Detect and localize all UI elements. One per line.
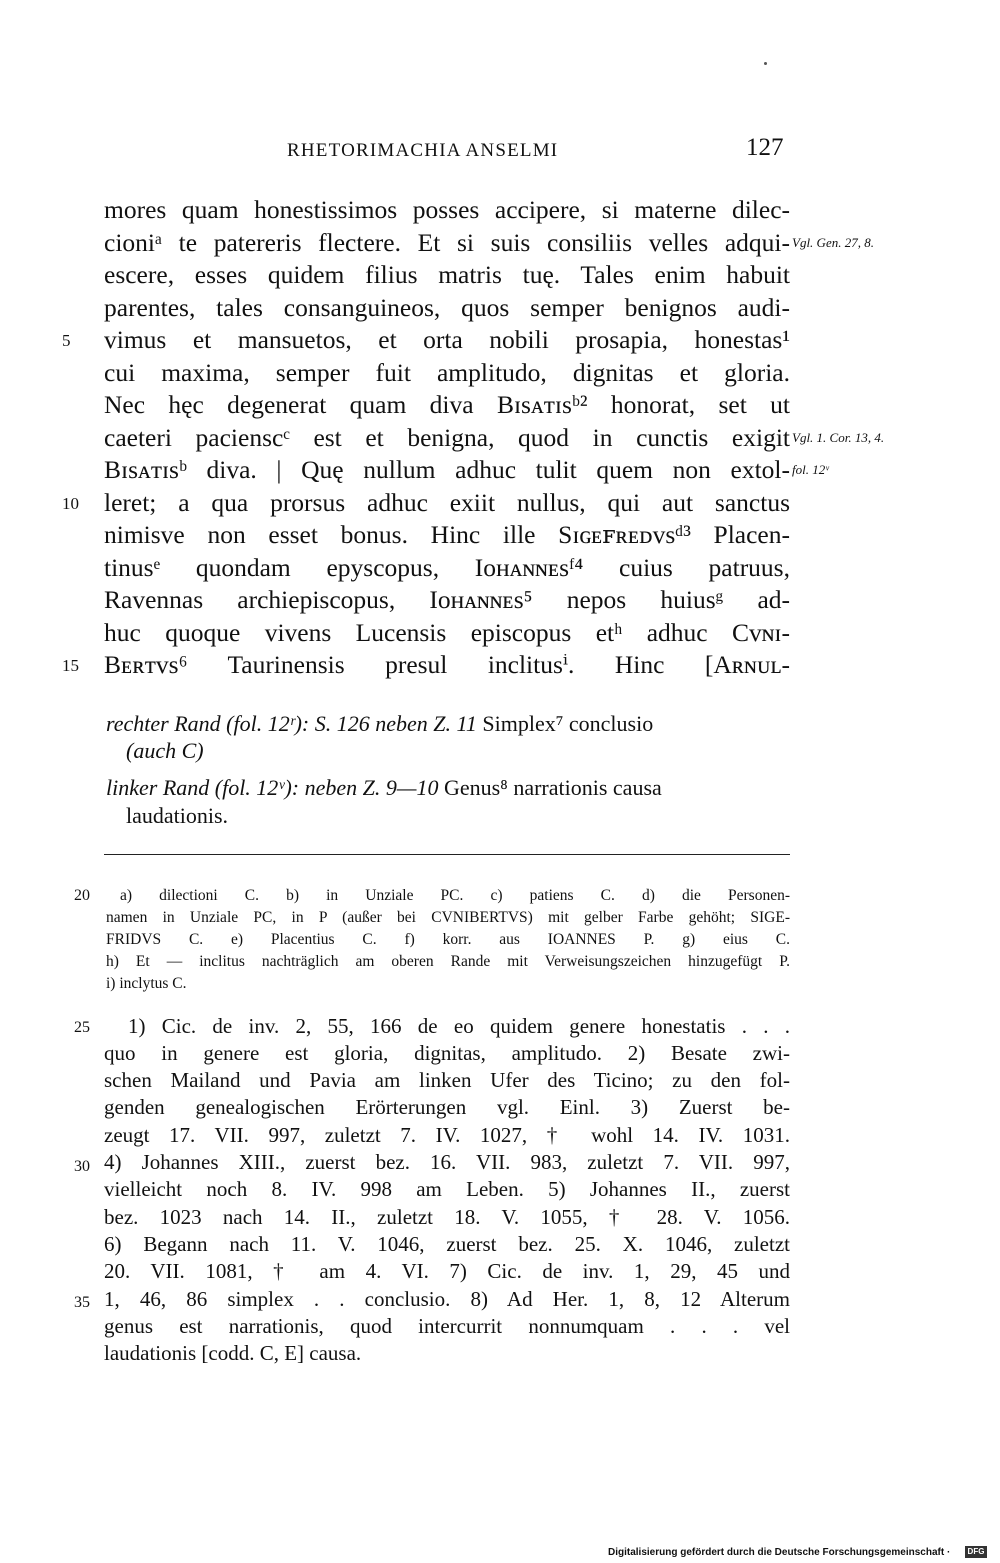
text-line: cioniᵃ te patereris flectere. Et si suis consiliis velles adqui- <box>104 228 790 257</box>
footnote-line: zeugt 17. VII. 997, zuletzt 7. IV. 1027, † wohl 14. IV. 1031. <box>104 1123 790 1147</box>
text-line: nimisve non esset bonus. Hinc ille Sɪɢᴇꜰʀᴇᴅᴠsᵈ³ Placen- <box>104 520 790 549</box>
text-line: huc quoque vivens Lucensis episcopus etʰ adhuc Cᴠɴɪ- <box>104 618 790 647</box>
footnote-line: laudationis [codd. C, E] causa. <box>104 1341 362 1365</box>
folio-reference: fol. 12ᵛ <box>792 462 829 477</box>
text-line: vimus et mansuetos, et orta nobili prosapia, honestas¹ <box>104 325 790 354</box>
line-number: 5 <box>62 331 71 350</box>
footnote-line: genden genealogischen Erörterungen vgl. Einl. 3) Zuerst be- <box>104 1095 790 1119</box>
apparatus-line: h) Et — inclitus nachträglich am oberen Rande mit Verweisungszeichen hinzugefügt P. <box>106 953 790 970</box>
text-line: tinusᵉ quondam epyscopus, Iᴏʜᴀɴɴᴇsᶠ⁴ cuius patruus, <box>104 553 790 582</box>
running-header-title: RHETORIMACHIA ANSELMI <box>287 140 559 161</box>
footnote-line: genus est narrationis, quod intercurrit nonnumquam . . . vel <box>104 1314 790 1338</box>
text-line: parentes, tales consanguineos, quos semper benignos audi- <box>104 293 790 322</box>
page-number: 127 <box>746 134 784 161</box>
margin-note: linker Rand (fol. 12ᵛ): neben Z. 9—10 Genus⁸ narrationis causa <box>106 775 662 800</box>
footnote-line: schen Mailand und Pavia am linken Ufer des Ticino; zu den fol- <box>104 1068 790 1092</box>
footnote-line: 4) Johannes XIII., zuerst bez. 16. VII. 983, zuletzt 7. VII. 997, <box>104 1150 790 1174</box>
text-line: Bɪsᴀᴛɪsᵇ diva. | Quę nullum adhuc tulit quem non extol- <box>104 455 790 484</box>
text-line: escere, esses quidem filius matris tuę. Tales enim habuit <box>104 260 790 289</box>
line-number: 35 <box>74 1294 90 1311</box>
line-number: 20 <box>74 887 90 904</box>
apparatus-line: FRIDVS C. e) Placentius C. f) korr. aus IOANNES P. g) eius C. <box>106 931 790 948</box>
margin-note: (auch C) <box>126 738 204 763</box>
text-line: mores quam honestissimos posses accipere, si materne dilec- <box>104 195 790 224</box>
footnote-line: quo in genere est gloria, dignitas, amplitudo. 2) Besate zwi- <box>104 1041 790 1065</box>
text-line: Ravennas archiepiscopus, Iᴏʜᴀɴɴᴇs⁵ nepos huiusᵍ ad- <box>104 585 790 614</box>
apparatus-line: i) inclytus C. <box>106 975 187 992</box>
scan-mark <box>764 62 767 65</box>
text-line: Bᴇʀᴛᴠs⁶ Taurinensis presul inclitusⁱ. Hinc [Aʀɴᴜʟ- <box>104 650 790 679</box>
footnote-line: bez. 1023 nach 14. II., zuletzt 18. V. 1055, † 28. V. 1056. <box>104 1205 790 1229</box>
digitization-credit: Digitalisierung gefördert durch die Deutsche Forschungsgemeinschaft · <box>608 1547 951 1558</box>
apparatus-line: a) dilectioni C. b) in Unziale PC. c) patiens C. d) die Personen- <box>120 887 790 904</box>
footnote-line: 1, 46, 86 simplex . . conclusio. 8) Ad Her. 1, 8, 12 Alterum <box>104 1287 790 1311</box>
text-line: caeteri pacienscᶜ est et benigna, quod in cunctis exigit <box>104 423 790 452</box>
marginal-reference: Vgl. Gen. 27, 8. <box>792 235 874 250</box>
text-line: leret; a qua prorsus adhuc exiit nullus, qui aut sanctus <box>104 488 790 517</box>
text-line: Nec hęc degenerat quam diva Bɪsᴀᴛɪsᵇ² honorat, set ut <box>104 390 790 419</box>
footnote-line: vielleicht noch 8. IV. 998 am Leben. 5) Johannes II., zuerst <box>104 1177 790 1201</box>
footnote-line: 1) Cic. de inv. 2, 55, 166 de eo quidem genere honestatis . . . <box>128 1014 790 1038</box>
footnote-line: 20. VII. 1081, † am 4. VI. 7) Cic. de inv. 1, 29, 45 und <box>104 1259 790 1283</box>
line-number: 25 <box>74 1019 90 1036</box>
section-divider <box>104 854 790 855</box>
apparatus-line: namen in Unziale PC, in P (außer bei CVNIBERTVS) mit gelber Farbe gehöht; SIGE- <box>106 909 790 926</box>
margin-note: laudationis. <box>126 803 229 828</box>
text-line: cui maxima, semper fuit amplitudo, dignitas et gloria. <box>104 358 790 387</box>
margin-note: rechter Rand (fol. 12ʳ): S. 126 neben Z. 11 Simplex⁷ conclusio <box>106 711 654 736</box>
marginal-reference: Vgl. 1. Cor. 13, 4. <box>792 430 885 445</box>
footnote-line: 6) Begann nach 11. V. 1046, zuerst bez. 25. X. 1046, zuletzt <box>104 1232 790 1256</box>
dfg-logo: DFG <box>965 1546 987 1558</box>
line-number: 15 <box>62 656 79 675</box>
line-number: 10 <box>62 494 79 513</box>
line-number: 30 <box>74 1158 90 1175</box>
